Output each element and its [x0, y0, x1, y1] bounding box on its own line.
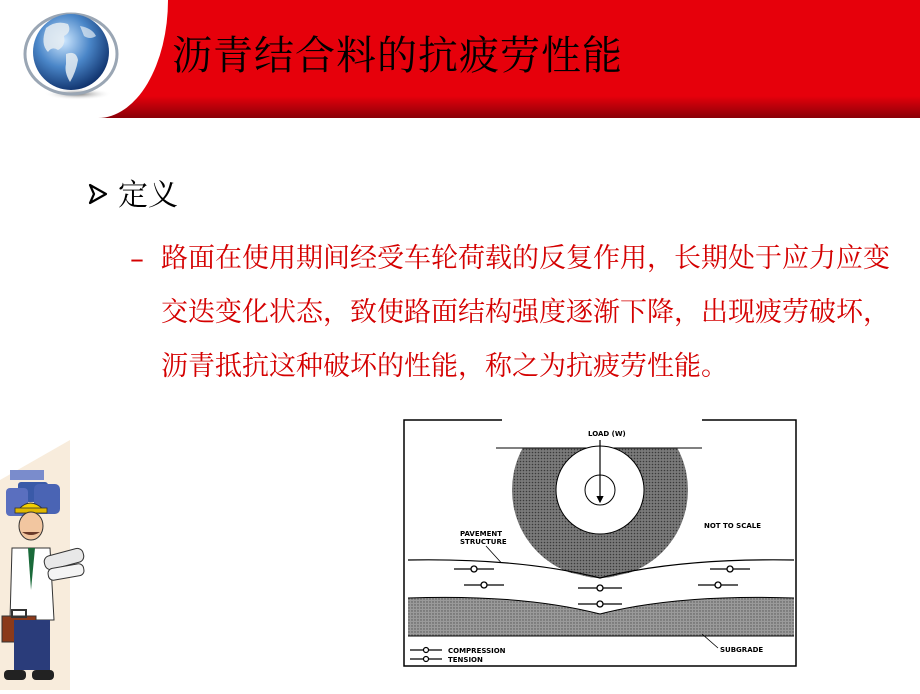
not-to-scale-label: NOT TO SCALE [704, 522, 762, 530]
dash-marker: – [130, 242, 144, 275]
legend-tension: TENSION [448, 656, 483, 664]
bullet-label: 定义 [118, 178, 178, 213]
pavement-load-diagram [402, 418, 798, 668]
pavement-label-1: PAVEMENT [460, 530, 503, 538]
bullet-definition [86, 170, 178, 214]
definition-paragraph: 路面在使用期间经受车轮荷载的反复作用，长期处于应力应变交迭变化状态，致使路面结构强度逐渐下降，出现疲劳破坏，沥青抵抗这种破坏的性能，称之为抗疲劳性能。 [161, 243, 890, 382]
globe-icon [16, 6, 128, 102]
construction-worker-illustration [0, 440, 92, 690]
legend-compression: COMPRESSION [448, 647, 506, 655]
slide-title: 沥青结合料的抗疲劳性能 [172, 33, 623, 79]
subgrade-label: SUBGRADE [720, 646, 764, 654]
load-label: LOAD (W) [588, 430, 626, 438]
title-bar-shade [0, 96, 920, 118]
pavement-label-2: STRUCTURE [460, 538, 507, 546]
arrow-bullet-icon [86, 179, 110, 209]
